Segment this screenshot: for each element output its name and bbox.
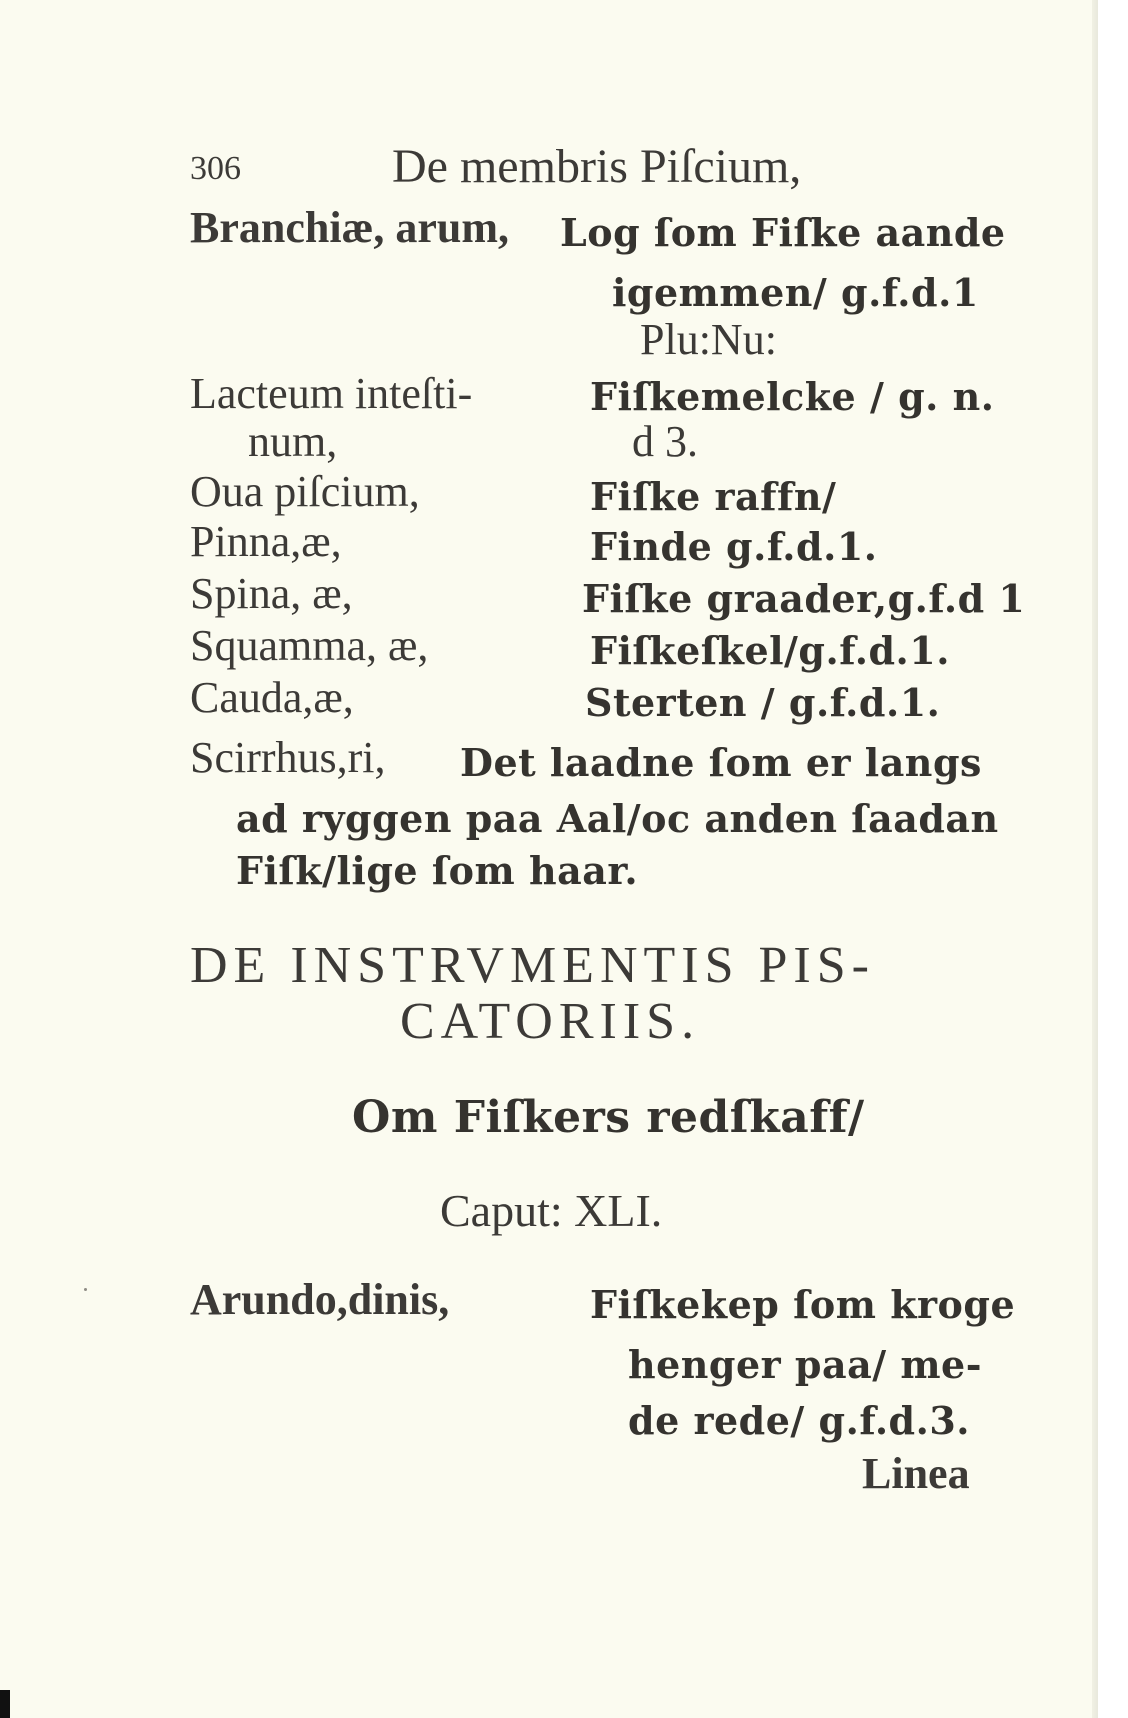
entry-danish-line: Fiſkemelcke / g. n. [590, 374, 995, 419]
scan-corner-mark [0, 1690, 10, 1718]
entry-danish-line: de rede/ g.f.d.3. [628, 1398, 971, 1443]
entry-danish-line: Log ſom Fiſke aande [560, 210, 1006, 255]
entry-danish-line: Fiſkekep ſom kroge [590, 1282, 1016, 1327]
entry-latin-spina: Spina, æ, [190, 569, 353, 618]
entry-latin-squamma: Squamma, æ, [190, 621, 429, 670]
section-title-line1: DE INSTRVMENTIS PIS- [190, 937, 875, 994]
chapter-heading: Caput: XLI. [440, 1185, 663, 1236]
scirrhus-line: ad ryggen paa Aal/oc anden ſaadan [236, 796, 999, 841]
subheading: Om Fiſkers redſkaff/ [352, 1092, 865, 1143]
entry-danish-line: Plu:Nu: [640, 315, 777, 364]
section-title-line2: CATORIIS. [400, 993, 701, 1050]
entry-latin-arundo: Arundo,dinis, [190, 1275, 450, 1324]
entry-latin-scirrhus: Scirrhus,ri, [190, 733, 386, 782]
entry-latin-cauda: Cauda,æ, [190, 673, 354, 722]
entry-latin-branchiae: Branchiæ, arum, [190, 203, 509, 252]
entry-danish-line: henger paa/ me- [628, 1342, 983, 1387]
entry-latin-pinna: Pinna,æ, [190, 517, 342, 566]
entry-latin-lacteum-cont: num, [248, 417, 338, 466]
scirrhus-line: Fiſk/lige ſom haar. [236, 848, 639, 893]
page-number: 306 [190, 150, 241, 187]
speck [84, 1288, 87, 1291]
entry-danish-line: d 3. [632, 417, 698, 466]
entry-latin-oua: Oua piſcium, [190, 467, 420, 516]
entry-danish-line: igemmen/ g.f.d.1 [612, 270, 979, 315]
catchword: Linea [862, 1449, 970, 1498]
entry-danish-line: Fiſke graader,g.f.d 1 [582, 576, 1026, 621]
page-edge [1092, 0, 1098, 1718]
running-title: De membris Piſcium, [392, 140, 802, 193]
entry-latin-lacteum: Lacteum inteſti- [190, 369, 473, 418]
entry-danish-line: Fiſkeſkel/g.f.d.1. [590, 628, 950, 673]
entry-danish-line: Sterten / g.f.d.1. [585, 680, 941, 725]
entry-danish-line: Finde g.f.d.1. [590, 524, 878, 569]
scirrhus-line: Det laadne ſom er langs [460, 740, 982, 785]
entry-danish-line: Fiſke raffn/ [590, 474, 837, 519]
